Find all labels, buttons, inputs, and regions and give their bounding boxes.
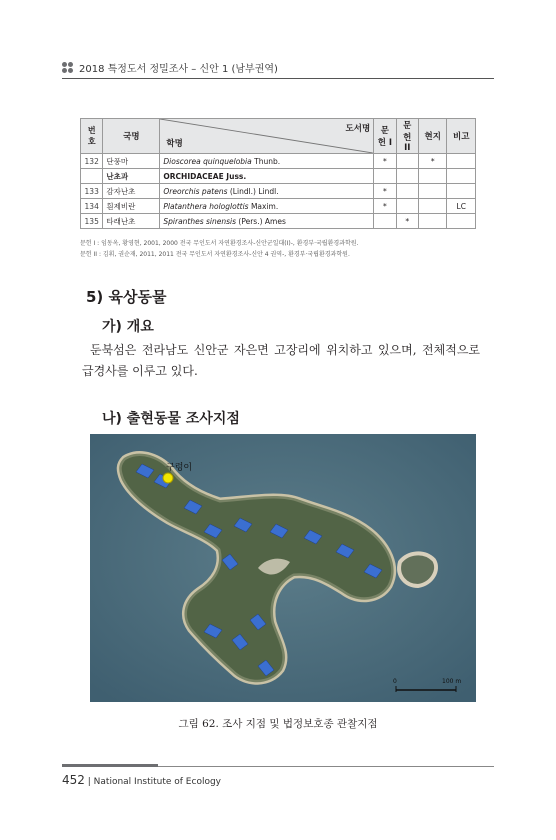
col-header-hyunji: 현지 (418, 119, 447, 154)
table-row (81, 169, 476, 184)
cell-korean-name: 흰제비란 (103, 199, 160, 214)
section-title: 5) 육상동물 (86, 288, 167, 306)
cell-bigo: LC (447, 199, 476, 214)
cell-number: 135 (81, 214, 103, 229)
table-row (81, 199, 476, 214)
species-table (80, 118, 476, 229)
col-header-sci-doseo (160, 119, 374, 154)
author-citation: Thunb. (251, 156, 281, 166)
page-number: 452 (62, 773, 85, 787)
col-header-doseo: 도서명 (345, 124, 371, 134)
cell-hyunji (418, 169, 447, 184)
col-header-mun2: 문헌 II (396, 119, 418, 154)
cell-korean-name: 감자난초 (103, 184, 160, 199)
cell-number (81, 169, 103, 184)
overview-paragraph: 둔북섬은 전라남도 신안군 자은면 고장리에 위치하고 있으며, 전체적으로 급경사를 이루고 있다. (82, 343, 480, 378)
scale-start-label: 0 (393, 678, 397, 685)
cell-korean-name: 타래난초 (103, 214, 160, 229)
col-header-sci: 학명 (166, 139, 183, 149)
cell-scientific-name (160, 199, 374, 214)
cell-hyunji (418, 184, 447, 199)
table-notes (80, 238, 359, 260)
observation-point-label: 구렁이 (166, 463, 193, 473)
figure-caption: 그림 62. 조사 지점 및 법정보호종 관찰지점 (178, 718, 378, 730)
header-dots-icon (62, 62, 73, 73)
col-header-korean: 국명 (103, 119, 160, 154)
running-header (62, 60, 278, 75)
table-row (81, 154, 476, 169)
scale-end-label: 100 m (442, 678, 462, 685)
subsection-survey-points-title: 나) 출현동물 조사지점 (102, 411, 240, 427)
cell-mun2 (396, 199, 418, 214)
cell-number: 132 (81, 154, 103, 169)
note-line: 문헌 II : 김휘, 권순재, 2011, 2011 전국 무인도서 자연환경조사-신안 4 권역-, 환경부·국립환경과학원. (80, 251, 350, 258)
cell-mun1: * (374, 154, 396, 169)
table-row (81, 184, 476, 199)
scientific-name: ORCHIDACEAE Juss. (163, 171, 247, 181)
footer-separator: | (84, 777, 94, 787)
subsection-overview-title: 가) 개요 (102, 319, 154, 335)
cell-mun1 (374, 169, 396, 184)
cell-number: 133 (81, 184, 103, 199)
cell-mun2 (396, 154, 418, 169)
cell-hyunji: * (418, 154, 447, 169)
col-header-mun1: 문헌 I (374, 119, 396, 154)
scientific-name: Dioscorea quinquelobia (163, 156, 252, 166)
cell-mun1: * (374, 199, 396, 214)
cell-mun2 (396, 184, 418, 199)
scientific-name: Spiranthes sinensis (163, 216, 237, 226)
note-line: 문헌 I : 임동옥, 황영현, 2001, 2000 전국 무인도서 자연환경조사-신안군일대(Ⅰ)-, 환경부·국립환경과학원. (80, 240, 359, 247)
cell-bigo (447, 184, 476, 199)
table-row (81, 214, 476, 229)
cell-scientific-name (160, 154, 374, 169)
cell-bigo (447, 154, 476, 169)
cell-korean-name: 난초과 (103, 169, 160, 184)
header-text: 2018 특정도서 정밀조사 – 신안 1 (남부권역) (79, 64, 278, 75)
footer-accent-bar (62, 764, 158, 767)
cell-mun2 (396, 169, 418, 184)
scientific-name: Platanthera hologlottis (163, 201, 249, 211)
author-citation: Maxim. (248, 201, 279, 211)
observation-point-marker (163, 473, 173, 483)
cell-mun1: * (374, 184, 396, 199)
author-citation: (Lindl.) Lindl. (227, 186, 279, 196)
col-header-bigo: 비고 (447, 119, 476, 154)
cell-bigo (447, 214, 476, 229)
aerial-map (90, 434, 476, 702)
footer (62, 773, 221, 787)
scientific-name: Oreorchis patens (163, 186, 228, 196)
cell-scientific-name (160, 169, 374, 184)
header-rule (62, 78, 494, 79)
cell-bigo (447, 169, 476, 184)
author-citation: (Pers.) Ames (236, 216, 286, 226)
cell-hyunji (418, 199, 447, 214)
cell-scientific-name (160, 214, 374, 229)
cell-mun1 (374, 214, 396, 229)
cell-korean-name: 단풍마 (103, 154, 160, 169)
cell-hyunji (418, 214, 447, 229)
footer-org: National Institute of Ecology (93, 777, 221, 787)
cell-mun2: * (396, 214, 418, 229)
cell-number: 134 (81, 199, 103, 214)
cell-scientific-name (160, 184, 374, 199)
col-header-num: 번호 (81, 119, 103, 154)
